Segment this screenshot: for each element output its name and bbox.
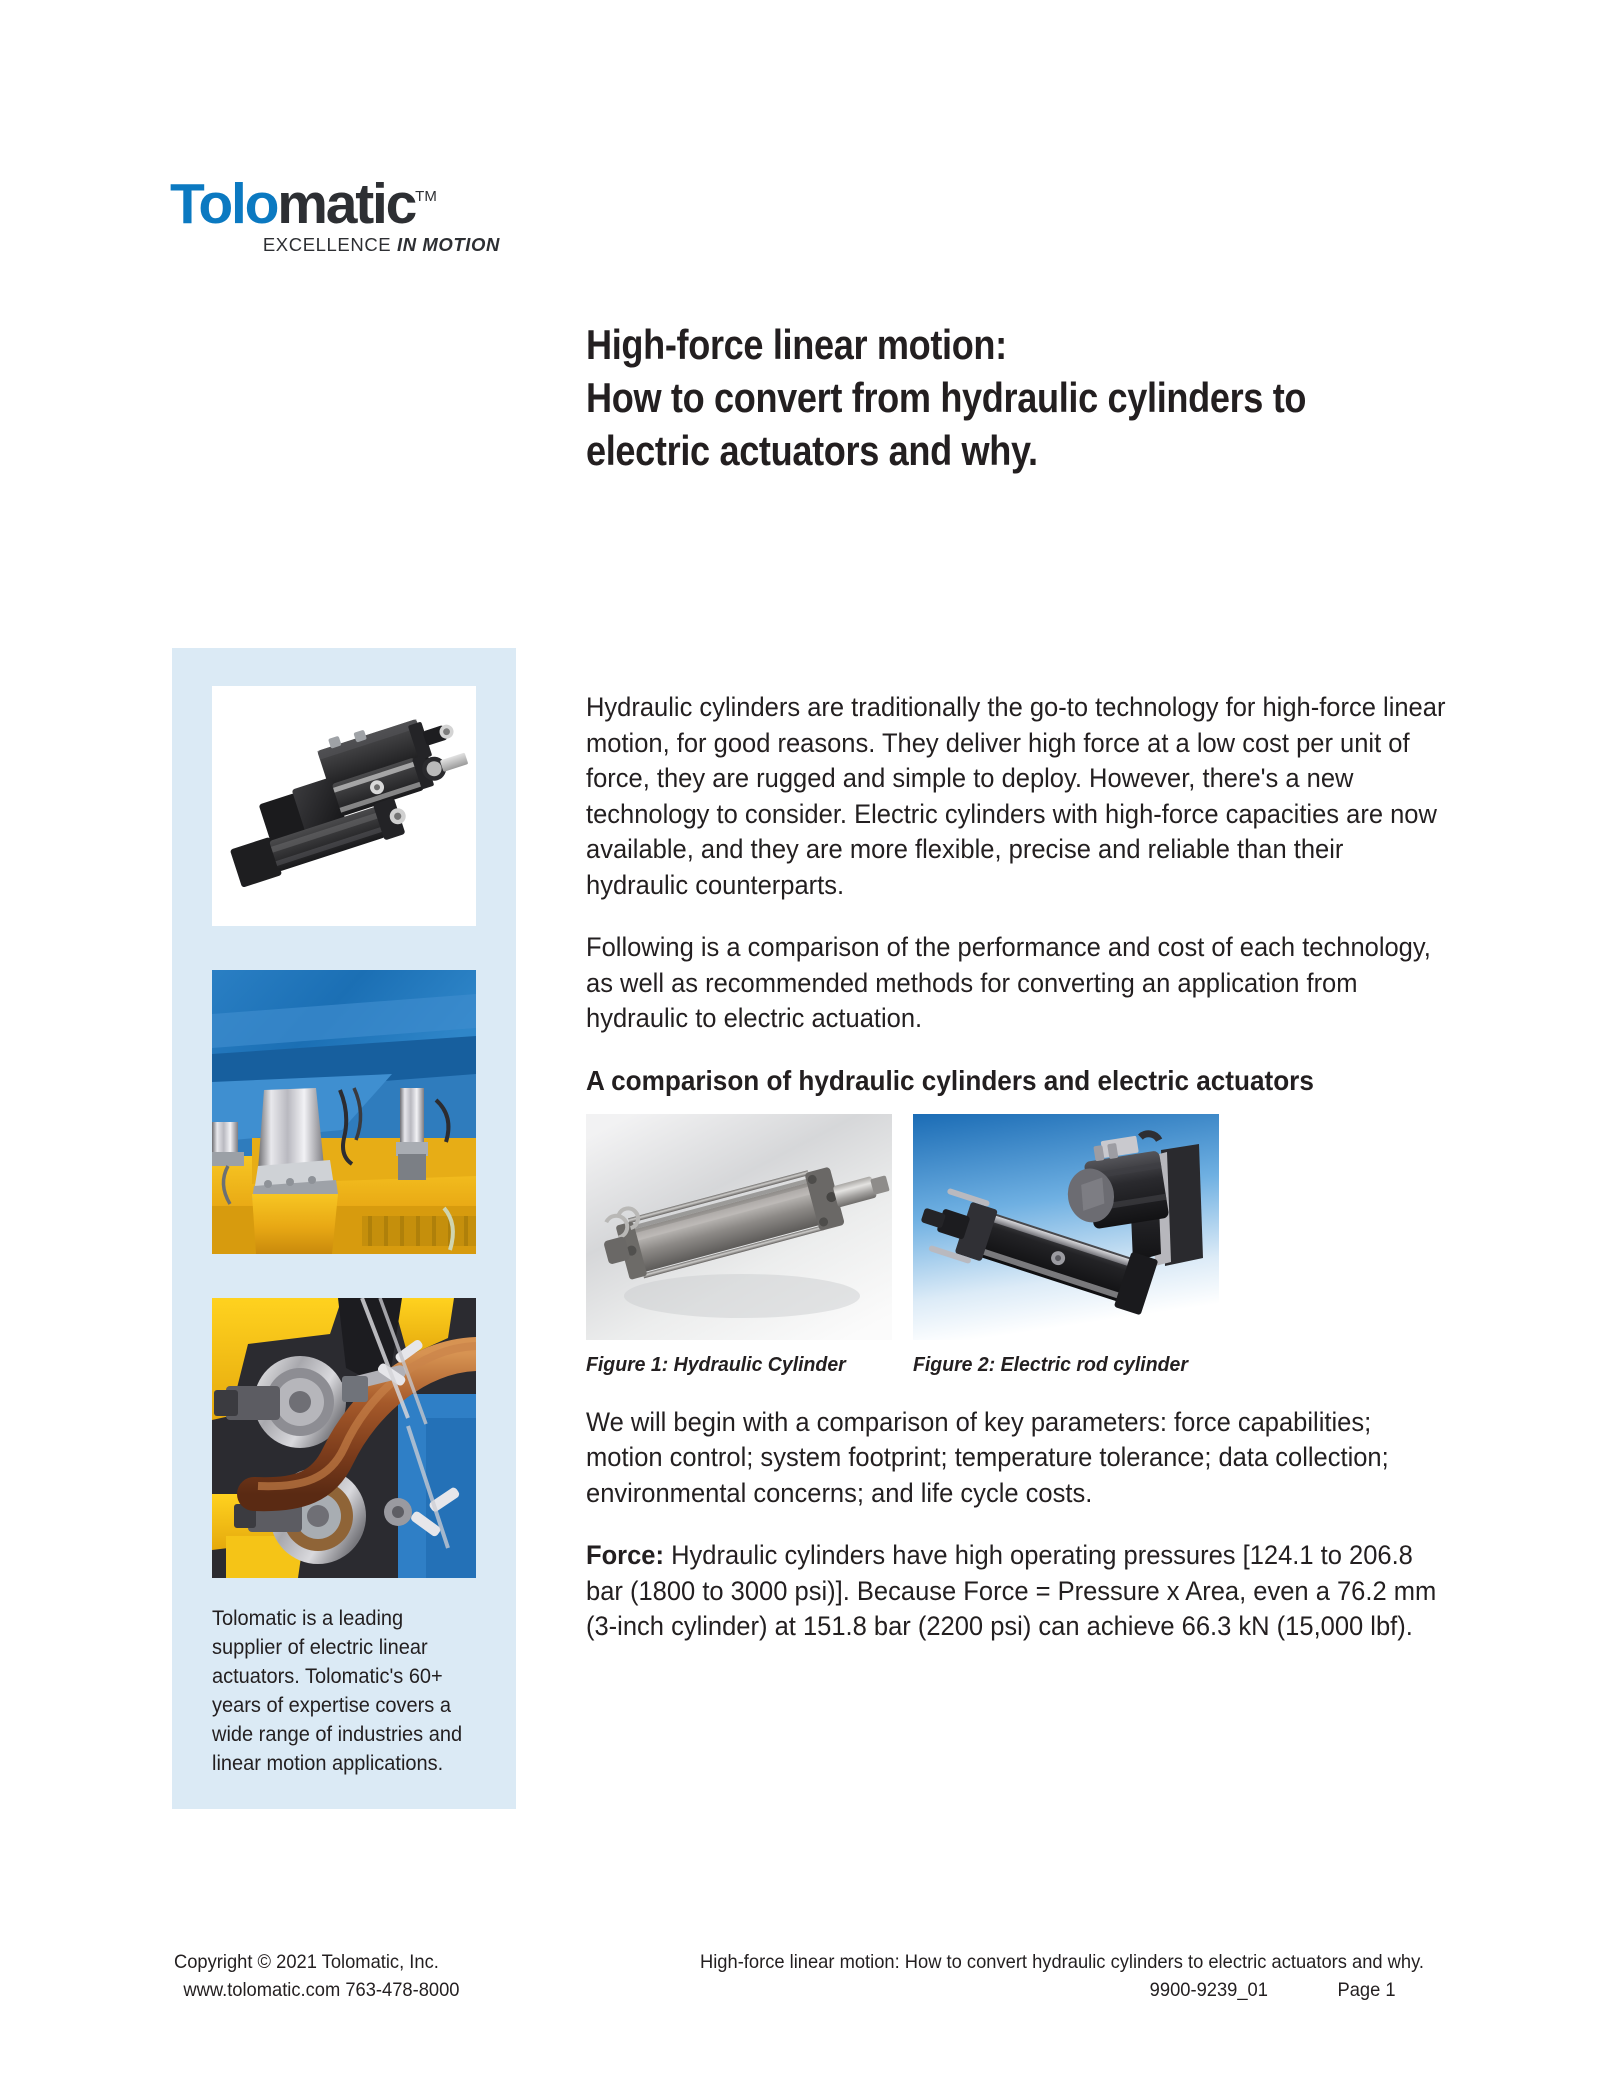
figure-2-image	[913, 1114, 1219, 1340]
footer-contact: www.tolomatic.com 763-478-8000	[183, 1979, 460, 2001]
footer-doc-number: 9900-9239_01	[1149, 1979, 1268, 2001]
electric-actuators-illustration	[212, 686, 476, 926]
intro-paragraph-1: Hydraulic cylinders are traditionally the go-to technology for high-force linear motion, for good reasons. They deliver high force at a low cost per unit of force, they are rugged and simple to deploy. However, there's a new technology to consider. Electric cylinders with high-force capacities are now available, and they are more flexible, precise and reliable than their hydraulic counterparts.	[586, 692, 1446, 900]
main-content	[586, 690, 1452, 1672]
figure-1-caption: Figure 1: Hydraulic Cylinder	[586, 1352, 846, 1376]
logo-tagline-regular: EXCELLENCE	[262, 234, 397, 255]
logo-word-blue: Tolo	[170, 172, 278, 236]
footer-page-number: Page 1	[1337, 1979, 1396, 2001]
page-title-line-1: High-force linear motion:	[586, 321, 1007, 368]
logo-word-dark: matic	[277, 172, 416, 236]
figure-row-wrapper	[586, 1114, 1452, 1377]
logo-tagline-bold: IN MOTION	[396, 234, 500, 255]
logo-wordmark	[170, 168, 500, 236]
sidebar-panel	[172, 648, 516, 1809]
figure-row	[586, 1114, 1452, 1377]
force-paragraph	[586, 1538, 1451, 1645]
intro-paragraph-2: Following is a comparison of the performance and cost of each technology, as well as recommended methods for converting an application from hydraulic to electric actuation.	[586, 932, 1431, 1033]
figure-2	[913, 1114, 1219, 1377]
figure-1	[586, 1114, 892, 1377]
footer-right	[700, 1948, 1425, 2004]
sidebar-caption: Tolomatic is a leading supplier of electric linear actuators. Tolomatic's 60+ years of expertise covers a wide range of industries and linear motion applications.	[212, 1606, 463, 1775]
pipe-bender-photo	[212, 1298, 476, 1578]
footer-copyright: Copyright © 2021 Tolomatic, Inc.	[174, 1951, 439, 1973]
page-title	[586, 318, 1343, 477]
sidebar-image-pipe-bender	[212, 1298, 476, 1578]
page-title-line-2: How to convert from hydraulic cylinders to	[586, 374, 1307, 421]
sidebar-image-electric-actuators	[212, 686, 476, 926]
force-body: Hydraulic cylinders have high operating pressures [124.1 to 206.8 bar (1800 to 3000 psi)]. Because Force = Pressure x Area, even a 76.2 mm (3-inch cylinder) at 151.8 bar (2200 psi) can achieve 66.3 kN (15,000 lbf).	[586, 1540, 1437, 1641]
figure-2-caption: Figure 2: Electric rod cylinder	[913, 1352, 1188, 1376]
tolomatic-logo	[170, 168, 500, 253]
hydraulic-press-photo	[212, 970, 476, 1254]
force-label: Force:	[586, 1540, 664, 1570]
logo-tagline	[170, 234, 500, 256]
figure-1-image	[586, 1114, 892, 1340]
page-footer	[0, 1948, 1610, 2028]
footer-meta	[700, 1976, 1397, 2004]
footer-left	[174, 1948, 460, 2004]
sidebar-image-hydraulic-press	[212, 970, 476, 1254]
footer-doc-title: High-force linear motion: How to convert hydraulic cylinders to electric actuators and why.	[700, 1951, 1425, 1973]
electric-rod-cylinder-render	[913, 1114, 1219, 1340]
section-heading-comparison: A comparison of hydraulic cylinders and electric actuators	[586, 1064, 1314, 1096]
hydraulic-cylinder-render	[586, 1114, 892, 1340]
logo-trademark-icon: TM	[415, 188, 437, 205]
parameters-paragraph: We will begin with a comparison of key parameters: force capabilities; motion control; system footprint; temperature tolerance; data collection; environmental concerns; and life cycle costs.	[586, 1406, 1389, 1508]
page-title-line-3: electric actuators and why.	[586, 427, 1038, 474]
